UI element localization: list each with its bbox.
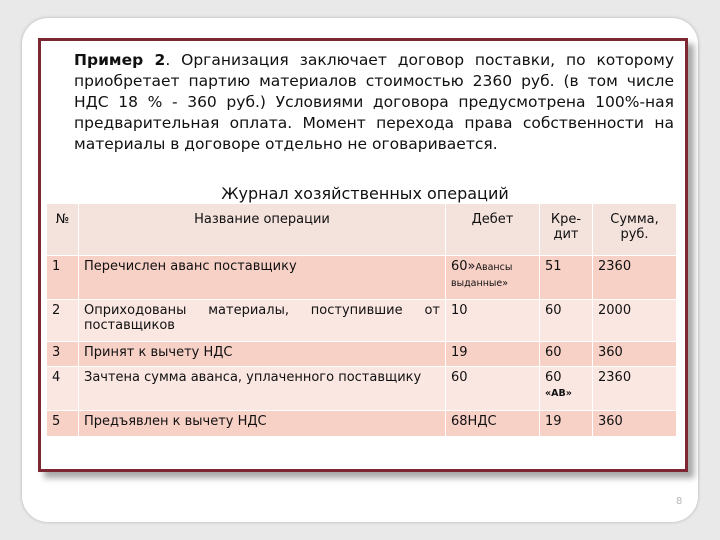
example-label: Пример 2 [74,51,166,69]
row-operation-name: Перечислен аванс поставщику [79,256,446,300]
row-operation-name: Принят к вычету НДС [79,342,446,367]
journal-table [46,203,677,437]
row-num: 2 [47,300,79,342]
header-debit: Дебет [446,204,540,256]
header-operation-name: Название операции [79,204,446,256]
row-credit [540,367,593,411]
row-sum: 2360 [593,367,677,411]
debit-note: Авансы выданные» [451,262,513,289]
row-operation-name: Предъявлен к вычету НДС [79,411,446,437]
example-body: . Организация заключает договор поставки, по которому приобретает партию материалов стоимостью 2360 руб. (в том числе НДС 18 % - 360 руб.) Условиями договора предусмотрена 100%-ная предварительная оплата. Момент перехода права собственности на материалы в договоре отдельно не оговаривается. [74,51,674,153]
journal-title: Журнал хозяйственных операций [221,184,509,203]
table-row [47,256,677,300]
page-number: 8 [676,496,683,507]
row-debit [446,256,540,300]
row-debit: 60 [446,367,540,411]
row-operation-name: Зачтена сумма аванса, уплаченного поставщику [79,367,446,411]
row-num: 1 [47,256,79,300]
row-num: 3 [47,342,79,367]
table-row [47,367,677,411]
row-num: 5 [47,411,79,437]
row-credit: 51 [540,256,593,300]
row-sum: 2360 [593,256,677,300]
row-sum: 360 [593,411,677,437]
table-row [47,342,677,367]
header-sum: Сумма, руб. [593,204,677,256]
row-credit: 60 [540,342,593,367]
credit-account: 60 [545,370,562,385]
row-sum: 2000 [593,300,677,342]
table-row [47,300,677,342]
table-row [47,411,677,437]
row-credit: 19 [540,411,593,437]
row-sum: 360 [593,342,677,367]
row-debit: 19 [446,342,540,367]
table-header-row [47,204,677,256]
row-credit: 60 [540,300,593,342]
header-num: № [47,204,79,256]
example-text [74,50,674,155]
debit-account: 60» [451,259,476,274]
row-num: 4 [47,367,79,411]
row-debit: 10 [446,300,540,342]
header-credit: Кре-дит [540,204,593,256]
credit-note: «АВ» [545,388,572,399]
row-operation-name: Оприходованы материалы, поступившие от поставщиков [79,300,446,342]
row-debit: 68НДС [446,411,540,437]
